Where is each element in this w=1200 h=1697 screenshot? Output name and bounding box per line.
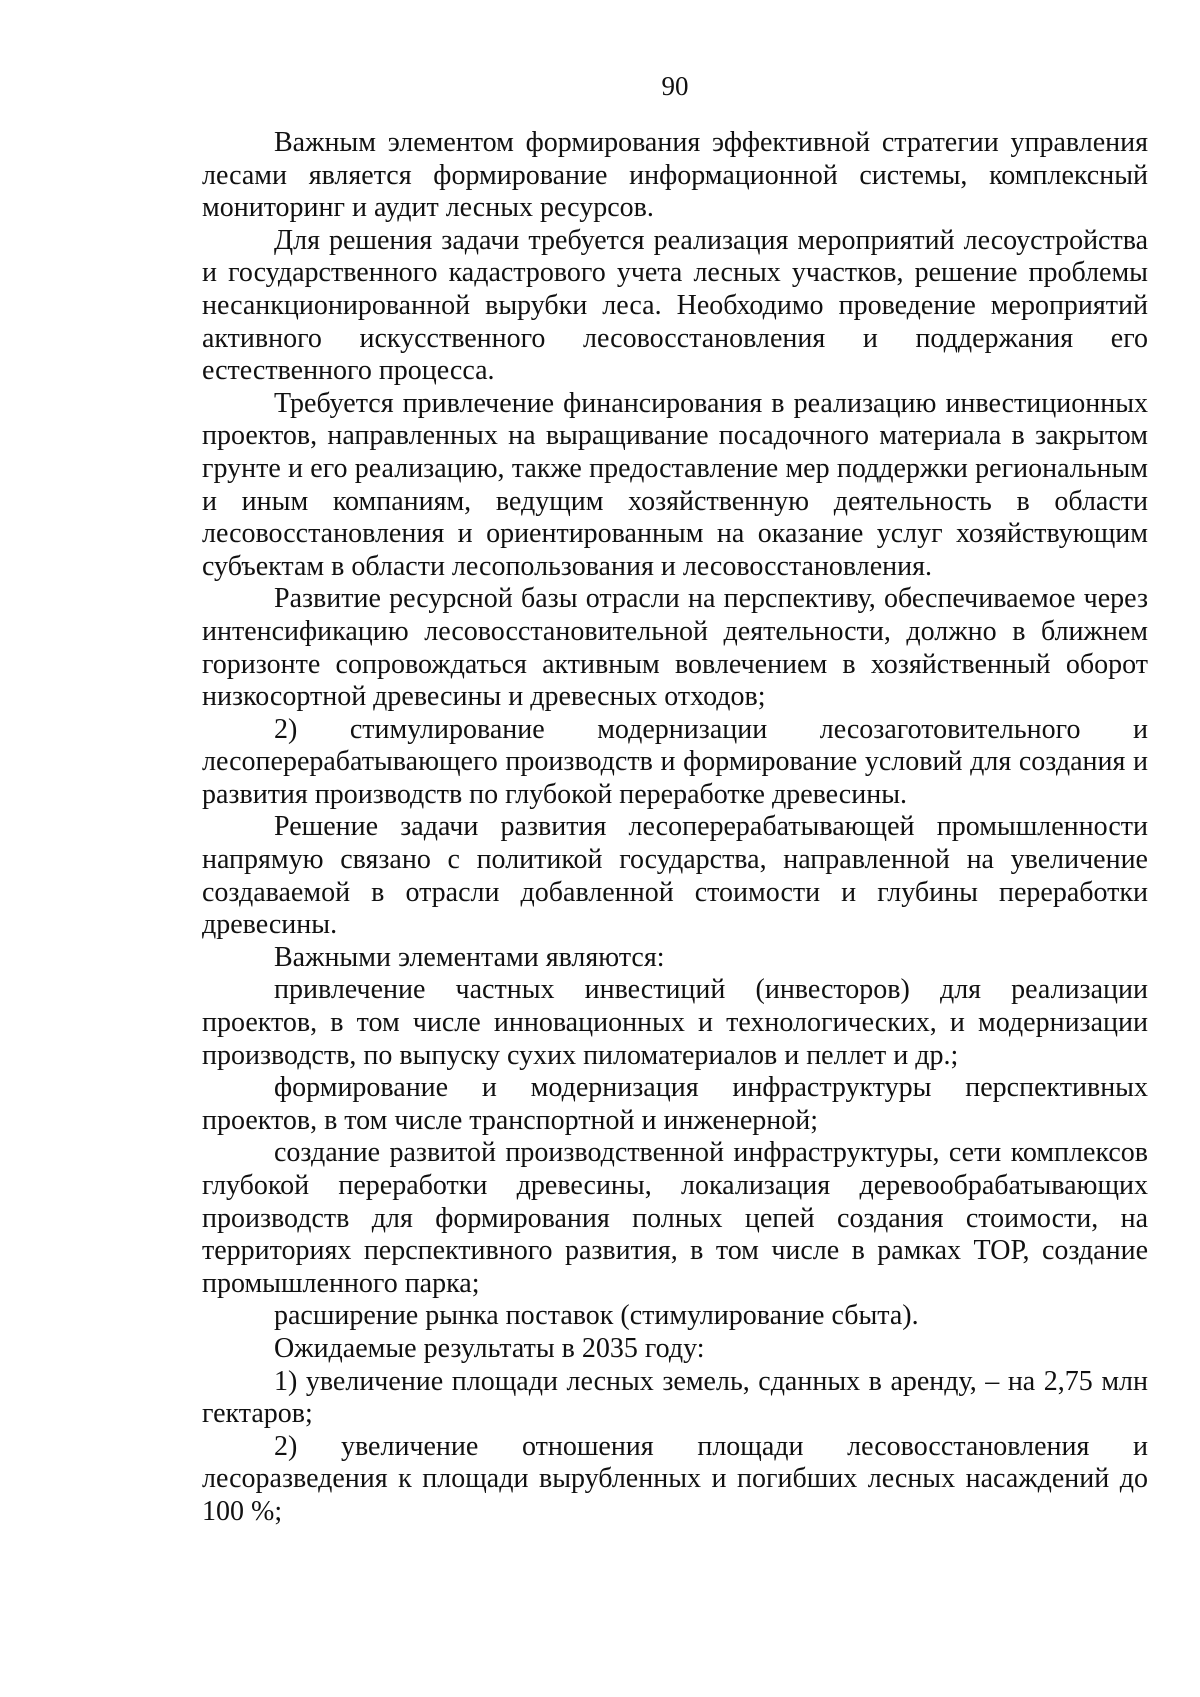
paragraph-result-2: 2) увеличение отношения площади лесовосстановления и лесоразведения к площади вырубленных и погибших лесных насаждений до 100 %; — [202, 1430, 1148, 1527]
paragraph-production-infrastructure: создание развитой производственной инфраструктуры, сети комплексов глубокой переработки древесины, локализация деревообрабатывающих производств для формирования полных цепей создания стоимости, на территориях перспективного развития, в том числе в рамках ТОР, создание промышленного парка; — [202, 1137, 1148, 1299]
paragraph-resource-base: Развитие ресурсной базы отрасли на перспективу, обеспечиваемое через интенсификацию лесовосстановительной деятельности, должно в ближнем горизонте сопровождаться активным вовлечением в хозяйственный оборот низкосортной древесины и древесных отходов; — [202, 583, 1148, 713]
paragraph-important-elements: Важными элементами являются: — [274, 941, 665, 973]
paragraph-item-2-modernization: 2) стимулирование модернизации лесозаготовительного и лесоперерабатывающего производств и формирование условий для создания и развития производств по глубокой переработке древесины. — [202, 713, 1148, 810]
paragraph-industry-development: Решение задачи развития лесоперерабатывающей промышленности напрямую связано с политикой государства, направленной на увеличение создаваемой в отрасли добавленной стоимости и глубины переработки древесины. — [202, 811, 1148, 941]
paragraph-infrastructure: формирование и модернизация инфраструктуры перспективных проектов, в том числе транспортной и инженерной; — [202, 1072, 1148, 1136]
paragraph-private-investment: привлечение частных инвестиций (инвесторов) для реализации проектов, в том числе инновационных и технологических, и модернизации производств, по выпуску сухих пиломатериалов и пеллет и др.; — [202, 974, 1148, 1071]
paragraph-task-solution: Для решения задачи требуется реализация мероприятий лесоустройства и государственного кадастрового учета лесных участков, решение проблемы несанкционированной вырубки леса. Необходимо проведение мероприятий активного искусственного лесовосстановления и поддержания его естественного процесса. — [202, 224, 1148, 387]
paragraph-expected-results: Ожидаемые результаты в 2035 году: — [274, 1332, 705, 1364]
page-number: 90 — [661, 71, 689, 101]
paragraph-result-1: 1) увеличение площади лесных земель, сданных в аренду, – на 2,75 млн гектаров; — [202, 1365, 1148, 1430]
document-page — [202, 0, 1148, 1529]
paragraph-strategy-elements: Важным элементом формирования эффективной стратегии управления лесами является формирование информационной системы, комплексный мониторинг и аудит лесных ресурсов. — [202, 127, 1148, 224]
paragraph-financing: Требуется привлечение финансирования в реализацию инвестиционных проектов, направленных на выращивание посадочного материала в закрытом грунте и его реализацию, также предоставление мер поддержки региональным и иным компаниям, ведущим хозяйственную деятельность в области лесовосстановления и ориентированным на оказание услуг хозяйствующим субъектам в области лесопользования и лесовосстановления. — [202, 387, 1148, 582]
paragraph-market-expansion: расширение рынка поставок (стимулирование сбыта). — [274, 1300, 919, 1332]
